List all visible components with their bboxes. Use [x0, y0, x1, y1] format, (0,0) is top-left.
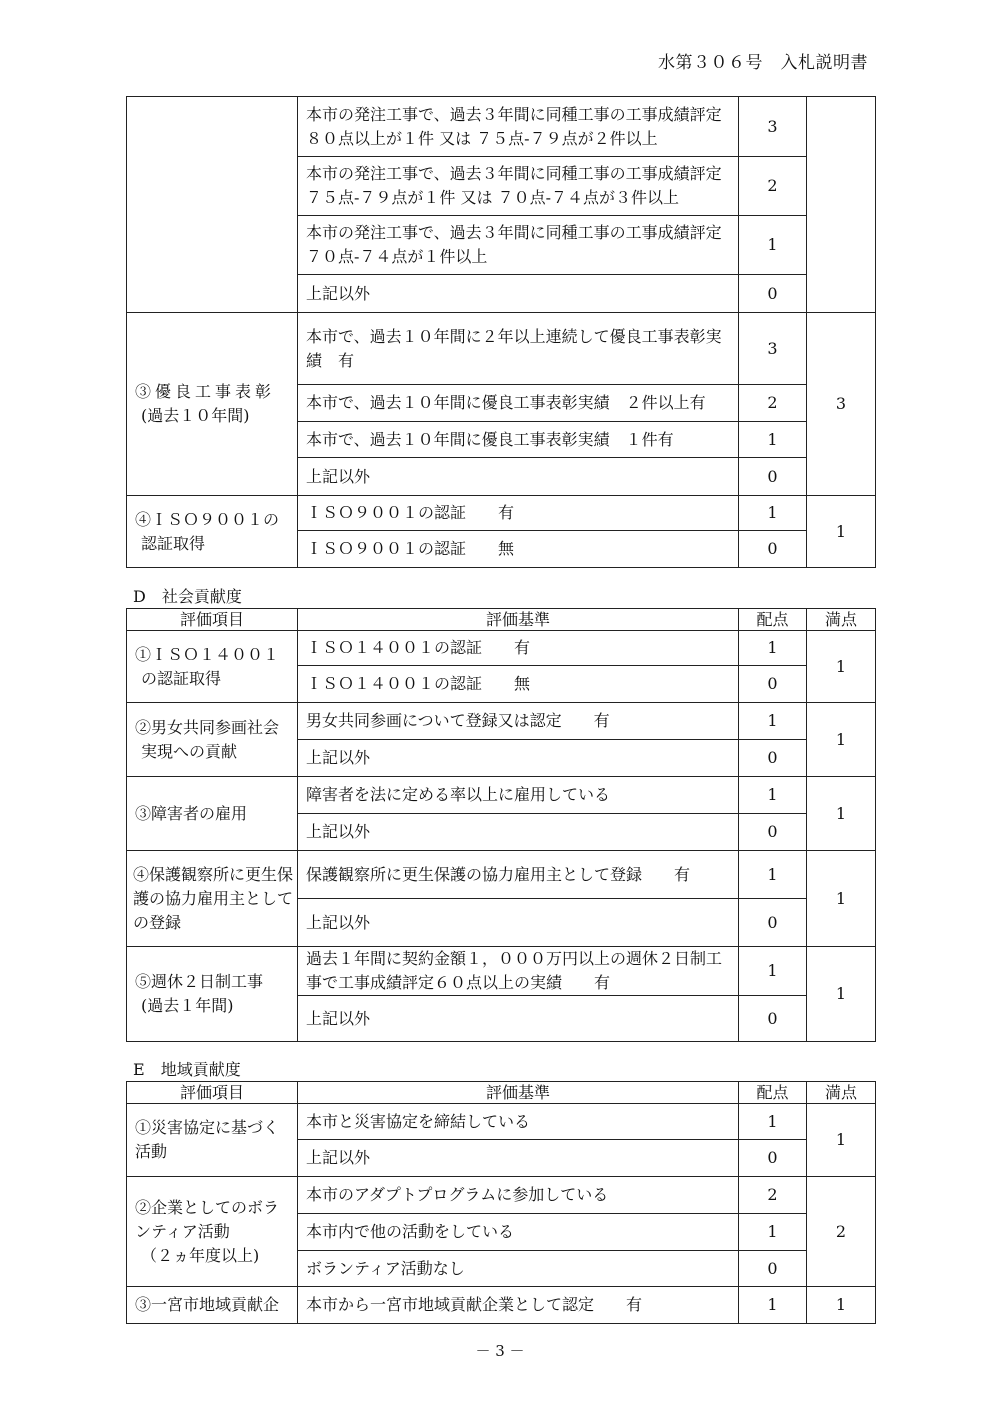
item-sublabel: (過去１０年間): [141, 406, 250, 425]
evaluation-item: [127, 631, 298, 703]
criteria-cell: ＩＳＯ９００１の認証 無: [298, 531, 739, 568]
criteria-cell: 上記以外: [298, 996, 739, 1042]
criteria-cell: 上記以外: [298, 814, 739, 851]
criteria-cell: 本市と災害協定を締結している: [298, 1104, 739, 1140]
points-cell: 1: [739, 216, 807, 275]
evaluation-item: ③障害者の雇用: [127, 777, 298, 851]
evaluation-item: [127, 313, 298, 496]
evaluation-item: [127, 947, 298, 1042]
item-label: ⑤週休２日制工事: [135, 972, 264, 991]
item-sublabel: (過去１年間): [141, 996, 234, 1015]
table-row: [127, 313, 876, 385]
criteria-cell: 本市内で他の活動をしている: [298, 1214, 739, 1251]
points-cell: 0: [739, 275, 807, 313]
evaluation-item: ③一宮市地域貢献企: [127, 1287, 298, 1324]
header-max: 満点: [807, 609, 876, 631]
max-score-cell: 1: [807, 631, 876, 703]
max-score-cell: 1: [807, 1104, 876, 1177]
item-sublabel: 実現への貢献: [141, 741, 238, 761]
evaluation-item: [127, 97, 298, 313]
max-score-cell: 1: [807, 496, 876, 568]
criteria-cell: 本市で、過去１０年間に優良工事表彰実績 １件有: [298, 422, 739, 458]
item-label: ①ＩＳＯ１４００１: [135, 644, 280, 664]
item-label: ④ＩＳＯ９００１の: [135, 509, 280, 529]
header-item: 評価項目: [127, 609, 298, 631]
item-sublabel: 認証取得: [141, 533, 206, 553]
points-cell: 2: [739, 1177, 807, 1214]
max-score-cell: 1: [807, 1287, 876, 1324]
max-score-cell: 1: [807, 703, 876, 777]
points-cell: 0: [739, 531, 807, 568]
criteria-cell: 本市で、過去１０年間に優良工事表彰実績 ２件以上有: [298, 385, 739, 422]
criteria-cell: 上記以外: [298, 458, 739, 496]
points-cell: 0: [739, 996, 807, 1042]
table-row: [127, 1177, 876, 1214]
points-cell: 0: [739, 740, 807, 777]
table-row: [127, 947, 876, 996]
section-e-heading: [133, 1057, 241, 1080]
points-cell: 1: [739, 631, 807, 666]
table-row: [127, 777, 876, 814]
max-score-cell: 2: [807, 1177, 876, 1287]
max-score-cell: 1: [807, 777, 876, 851]
points-cell: 1: [739, 1287, 807, 1324]
criteria-cell: ＩＳＯ１４００１の認証 有: [298, 631, 739, 666]
section-title: 地域貢献度: [160, 1060, 241, 1079]
points-cell: 3: [739, 97, 807, 157]
criteria-cell: 障害者を法に定める率以上に雇用している: [298, 777, 739, 814]
criteria-cell: 保護観察所に更生保護の協力雇用主として登録 有: [298, 851, 739, 899]
criteria-cell: 上記以外: [298, 899, 739, 947]
table-row: [127, 496, 876, 531]
evaluation-item: [127, 496, 298, 568]
max-score-cell: 1: [807, 851, 876, 947]
points-cell: 3: [739, 313, 807, 385]
criteria-cell: 本市の発注工事で、過去３年間に同種工事の工事成績評定８０点以上が１件 又は ７５点-７９点が２件以上: [298, 97, 739, 157]
points-cell: 1: [739, 1104, 807, 1140]
points-cell: 1: [739, 851, 807, 899]
evaluation-item: [127, 1177, 298, 1287]
section-title: 社会貢献度: [161, 587, 242, 606]
criteria-cell: 過去１年間に契約金額１，０００万円以上の週休２日制工事で工事成績評定６０点以上の実績 有: [298, 947, 739, 996]
social-contribution-table: [126, 608, 876, 1042]
document-reference: 水第３０６号 入札説明書: [658, 53, 868, 73]
points-cell: 0: [739, 666, 807, 703]
points-cell: 0: [739, 1251, 807, 1287]
criteria-cell: 上記以外: [298, 740, 739, 777]
points-cell: 1: [739, 947, 807, 996]
points-cell: 0: [739, 899, 807, 947]
criteria-cell: ボランティア活動なし: [298, 1251, 739, 1287]
max-score-cell: 1: [807, 947, 876, 1042]
criteria-cell: 上記以外: [298, 275, 739, 313]
points-cell: 0: [739, 814, 807, 851]
table-row: [127, 703, 876, 740]
criteria-cell: ＩＳＯ９００１の認証 有: [298, 496, 739, 531]
points-cell: 0: [739, 1140, 807, 1177]
item-sublabel: の認証取得: [141, 668, 222, 688]
evaluation-item: ④保護観察所に更生保護の協力雇用主としての登録: [127, 851, 298, 947]
points-cell: 2: [739, 385, 807, 422]
criteria-cell: 上記以外: [298, 1140, 739, 1177]
points-cell: 1: [739, 1214, 807, 1251]
header-criteria: 評価基準: [298, 1082, 739, 1104]
points-cell: 0: [739, 458, 807, 496]
table-row: [127, 1104, 876, 1140]
regional-contribution-table: [126, 1081, 876, 1324]
points-cell: 1: [739, 777, 807, 814]
criteria-cell: 本市の発注工事で、過去３年間に同種工事の工事成績評定７０点-７４点が１件以上: [298, 216, 739, 275]
header-item: 評価項目: [127, 1082, 298, 1104]
item-label: ②男女共同参画社会: [135, 717, 280, 737]
section-letter: D: [133, 587, 146, 606]
table-header-row: [127, 1082, 876, 1104]
evaluation-item: [127, 703, 298, 777]
table-row: [127, 97, 876, 157]
criteria-cell: 男女共同参画について登録又は認定 有: [298, 703, 739, 740]
section-d-heading: [133, 584, 242, 607]
evaluation-item: ①災害協定に基づく活動: [127, 1104, 298, 1177]
table-header-row: [127, 609, 876, 631]
criteria-cell: ＩＳＯ１４００１の認証 無: [298, 666, 739, 703]
points-cell: 1: [739, 422, 807, 458]
max-score-cell: [807, 97, 876, 313]
header-points: 配点: [739, 1082, 807, 1104]
criteria-cell: 本市のアダプトプログラムに参加している: [298, 1177, 739, 1214]
section-letter: E: [133, 1060, 145, 1079]
header-max: 満点: [807, 1082, 876, 1104]
max-score-cell: 3: [807, 313, 876, 496]
points-cell: 1: [739, 496, 807, 531]
page-number: － 3 －: [475, 1342, 525, 1360]
evaluation-table-continued: [126, 96, 876, 568]
item-label: ③優良工事表彰: [135, 382, 276, 401]
header-points: 配点: [739, 609, 807, 631]
item-sublabel: （２ヵ年度以上): [141, 1245, 260, 1265]
table-row: [127, 631, 876, 666]
criteria-cell: 本市の発注工事で、過去３年間に同種工事の工事成績評定７５点-７９点が１件 又は ７０点-７４点が３件以上: [298, 157, 739, 216]
points-cell: 1: [739, 703, 807, 740]
table-row: [127, 1287, 876, 1324]
table-row: [127, 851, 876, 899]
criteria-cell: 本市から一宮市地域貢献企業として認定 有: [298, 1287, 739, 1324]
points-cell: 2: [739, 157, 807, 216]
criteria-cell: 本市で、過去１０年間に２年以上連続して優良工事表彰実績 有: [298, 313, 739, 385]
header-criteria: 評価基準: [298, 609, 739, 631]
item-label: ②企業としてのボランティア活動: [135, 1197, 280, 1241]
